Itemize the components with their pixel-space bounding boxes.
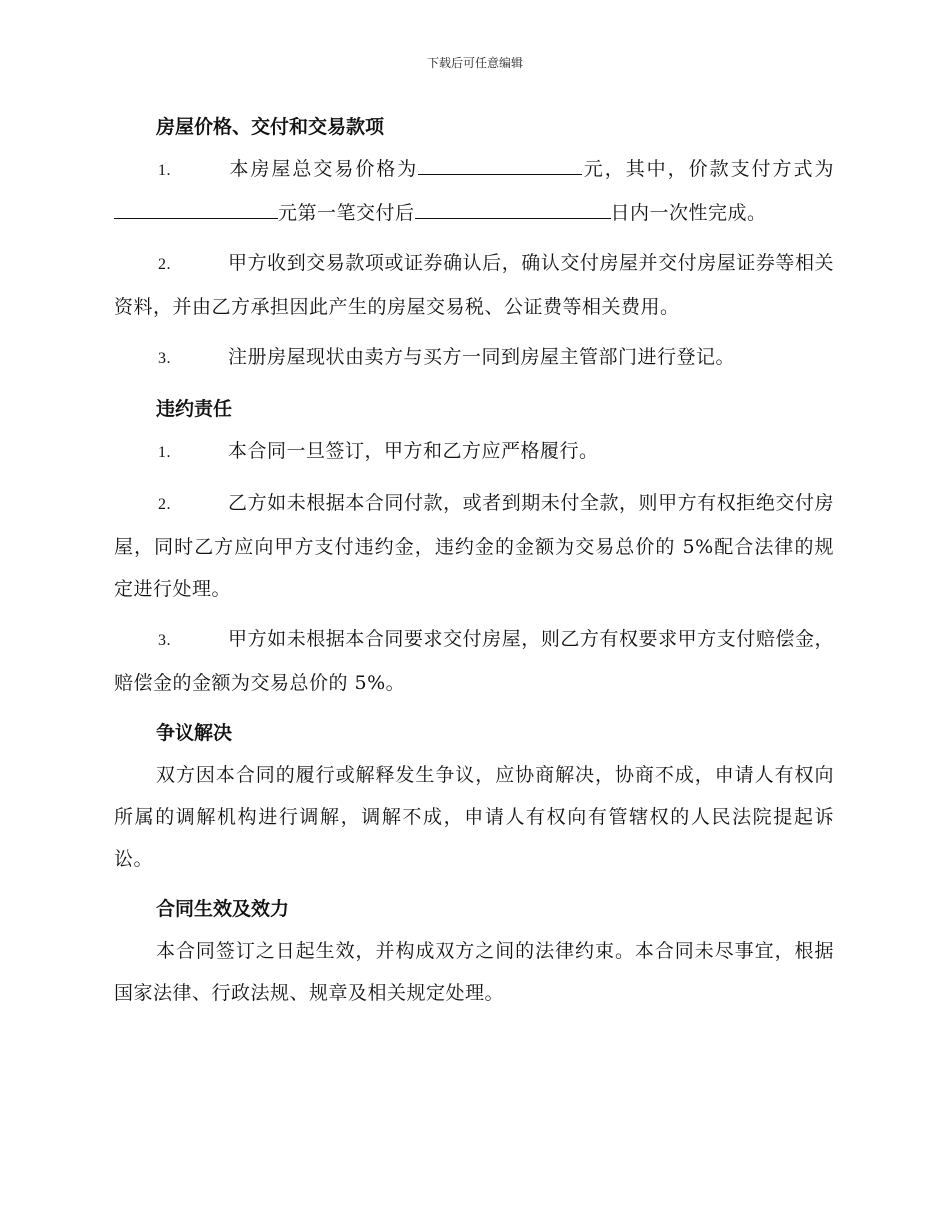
clause-number: 1. — [158, 444, 171, 461]
clause-breach-2 — [114, 482, 834, 610]
clause-number: 3. — [158, 632, 171, 649]
section-title-dispute: 争议解决 — [156, 722, 233, 744]
document-body — [114, 106, 834, 1022]
clause-text: 日内一次性完成。 — [610, 202, 767, 224]
clause-number: 1. — [158, 162, 171, 179]
clause-breach-1 — [114, 430, 834, 474]
clause-text: 甲方如未根据本合同要求交付房屋，则乙方有权要求甲方支付赔偿金，赔偿金的金额为交易总价的 5%。 — [114, 628, 834, 694]
section-title-price: 房屋价格、交付和交易款项 — [156, 116, 385, 138]
clause-text: 本合同一旦签订，甲方和乙方应严格履行。 — [228, 440, 599, 462]
page-header: 下载后可任意编辑 — [426, 56, 523, 70]
clause-text: 元，其中，价款支付方式为 — [582, 158, 834, 180]
first-payment-blank[interactable] — [114, 217, 278, 219]
paragraph-dispute: 双方因本合同的履行或解释发生争议，应协商解决，协商不成，申请人有权向所属的调解机构进行调解，调解不成，申请人有权向有管辖权的人民法院提起诉讼。 — [114, 764, 834, 870]
clause-text: 乙方如未根据本合同付款，或者到期未付全款，则甲方有权拒绝交付房屋，同时乙方应向甲方支付违约金，违约金的金额为交易总价的 5%配合法律的规定进行处理。 — [114, 492, 834, 600]
clause-number: 2. — [158, 496, 171, 513]
clause-price-2 — [114, 242, 834, 328]
paragraph-effect: 本合同签订之日起生效，并构成双方之间的法律约束。本合同未尽事宜，根据国家法律、行政法规、规章及相关规定处理。 — [114, 940, 834, 1004]
clause-text: 本房屋总交易价格为 — [228, 158, 419, 180]
section-title-breach: 违约责任 — [156, 398, 233, 420]
clause-number: 2. — [158, 256, 171, 273]
section-title-effect: 合同生效及效力 — [156, 898, 290, 920]
clause-price-1 — [114, 148, 834, 234]
clause-price-3 — [114, 336, 834, 380]
days-blank[interactable] — [415, 217, 611, 219]
clause-text: 甲方收到交易款项或证券确认后，确认交付房屋并交付房屋证券等相关资料，并由乙方承担因此产生的房屋交易税、公证费等相关费用。 — [114, 252, 834, 318]
total-price-blank[interactable] — [418, 173, 582, 175]
clause-text: 注册房屋现状由卖方与买方一同到房屋主管部门进行登记。 — [228, 346, 736, 368]
clause-breach-3 — [114, 618, 834, 704]
clause-text: 元第一笔交付后 — [278, 202, 415, 224]
clause-number: 3. — [158, 350, 171, 367]
